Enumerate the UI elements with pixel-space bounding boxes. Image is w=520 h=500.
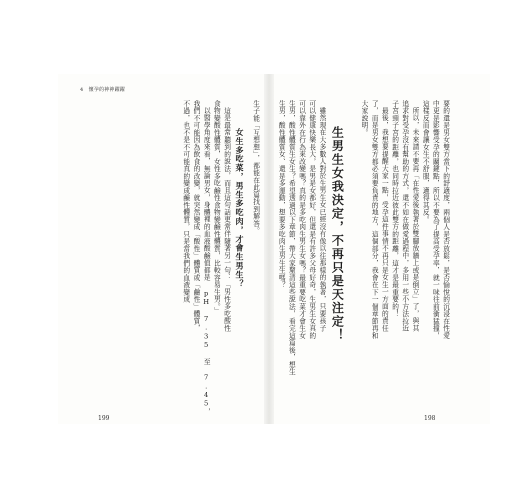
right-page-number: 198 bbox=[424, 415, 436, 422]
text-column: 這是最常聽到的說法，而且這句話更常伴隨著另一句：「男性多吃酸性 bbox=[222, 107, 231, 332]
text-column: 了，而是男女雙方都必須要負責的地方，這個部分，我會在下一個章節再和 bbox=[370, 100, 379, 340]
text-column: 生男，酸性體質女、還是多運動，想要多吃肉生男生生嗎？ bbox=[277, 100, 286, 289]
running-head: 4 懷孕的神神躍躍 bbox=[80, 87, 125, 93]
text-column: 追求對受孕沒有幫助的方式，還不如在做愛過程中，多用一些小方法拉近 bbox=[400, 100, 409, 332]
text-column: 生子能「互想想」，都能在此篇找到解答。 bbox=[251, 100, 260, 235]
text-column: 這樣反而會讓女生不舒服，適得其反。 bbox=[421, 100, 430, 224]
subsection-heading: 女生多吃菜，男生多吃肉，才會生男生？ bbox=[235, 128, 245, 289]
text-column: 以醫學角度來看，無論男女，身體裡的血液酸鹼值都是 pH 7.35 至 7.45， bbox=[202, 107, 211, 416]
text-column: 中更是影響受孕的關鍵點，所以不要為了提高受孕率，就一味往前衝猛撞， bbox=[431, 100, 440, 340]
text-column: 不過，也不是不可能真的變成鹼性體質，只是當我們的血液變成 bbox=[181, 100, 190, 303]
text-column: 我們不可能因為飲食的改變，就突然變成「酸性」體質或「鹼性」體質， bbox=[191, 100, 200, 332]
text-column: 所以，未來請不要再「在性愛後執著於雙腳放牆上或是倒立」了，與其 bbox=[410, 107, 419, 332]
text-column: 可以健康快樂長大，是男是女都好，但還是有許多父母好奇，生男生女真的 bbox=[307, 100, 316, 340]
text-column: 大家說明。 bbox=[359, 100, 368, 137]
text-column: 要的還是男女雙方當下的舒適度，兩個人是否放鬆，是否愉悅的沉浸在性愛 bbox=[441, 100, 450, 340]
left-page-number: 199 bbox=[98, 415, 110, 422]
text-column: 雖然現在大多數人對於生男生女已經沒有像以往那樣的執著，只要孩子 bbox=[317, 107, 326, 332]
text-column: 食物變酸性體質，女性多吃鹼性食物變鹼性體質，比較容易生男。」 bbox=[212, 100, 221, 315]
text-column: 最後，我想要提醒大家一點，受孕這件事情不再只是女生一方面的責任 bbox=[380, 107, 389, 332]
text-column: 生男，酸性體質生女生？希望透過以下章節，帶大家釐清這些說法，看完這篇後，想生 bbox=[287, 100, 296, 376]
section-title: 生男生女我決定，不再只是天注定！ bbox=[330, 126, 345, 342]
text-column: 子宮頸子宮的距離，也同時拉近彼此雙方的距離，這才是最重要的！ bbox=[390, 100, 399, 318]
book-gutter bbox=[264, 74, 274, 424]
text-column: 可以靠外在行為來改變嗎？真的是多吃肉生男生女嗎？最重要吃菜才會生女 bbox=[297, 100, 306, 340]
